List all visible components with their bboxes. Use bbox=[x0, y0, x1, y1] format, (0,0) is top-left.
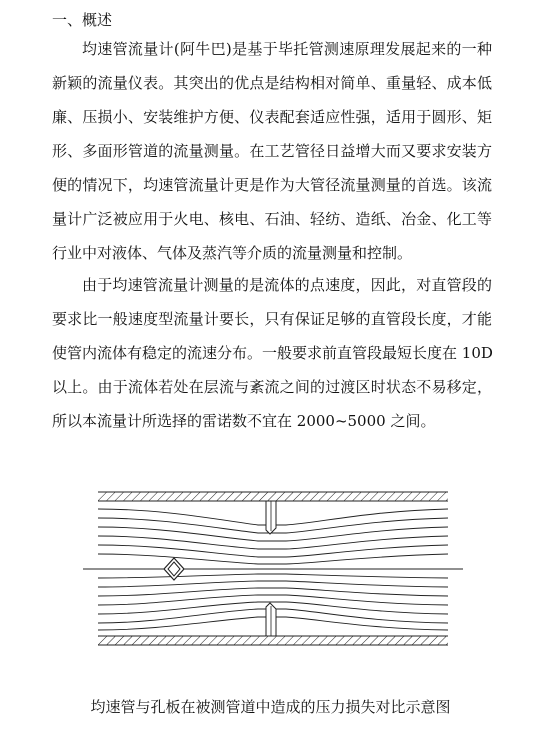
paragraph-line: 形、多面形管道的流量测量。在工艺管径日益增大而又要求安装方 bbox=[52, 142, 492, 160]
pipe-wall-bottom bbox=[98, 636, 448, 645]
paragraph-overview bbox=[52, 32, 492, 270]
paragraph-line: 行业中对液体、气体及蒸汽等介质的流量测量和控制。 bbox=[52, 244, 413, 262]
paragraph-line: 所以本流量计所选择的雷诺数不宜在 2000~5000 之间。 bbox=[52, 412, 436, 430]
paragraph-line: 新颖的流量仪表。其突出的优点是结构相对简单、重量轻、成本低 bbox=[52, 74, 492, 92]
pipe-flow-diagram bbox=[78, 478, 468, 678]
paragraph-line: 由于均速管流量计测量的是流体的点速度，因此，对直管段的 bbox=[82, 276, 492, 294]
section-heading: 一、概述 bbox=[52, 11, 113, 29]
figure-caption: 均速管与孔板在被测管道中造成的压力损失对比示意图 bbox=[90, 698, 451, 716]
paragraph-line: 要求比一般速度型流量计要长，只有保证足够的直管段长度，才能 bbox=[52, 310, 492, 328]
paragraph-line: 便的情况下，均速管流量计更是作为大管径流量测量的首选。该流 bbox=[52, 176, 492, 194]
paragraph-line: 量计广泛被应用于火电、核电、石油、轻纺、造纸、冶金、化工等 bbox=[52, 210, 492, 228]
paragraph-line: 以上。由于流体若处在层流与紊流之间的过渡区时状态不易移定， bbox=[52, 378, 492, 396]
paragraph-line: 均速管流量计(阿牛巴)是基于毕托管测速原理发展起来的一种 bbox=[82, 40, 492, 58]
paragraph-requirements bbox=[52, 268, 492, 438]
paragraph-line: 廉、压损小、安装维护方便、仪表配套适应性强，适用于圆形、矩 bbox=[52, 108, 492, 126]
paragraph-line: 使管内流体有稳定的流速分布。一般要求前直管段最短长度在 10D bbox=[52, 344, 493, 362]
orifice-plate bbox=[266, 501, 276, 636]
pipe-wall-top bbox=[98, 492, 448, 501]
